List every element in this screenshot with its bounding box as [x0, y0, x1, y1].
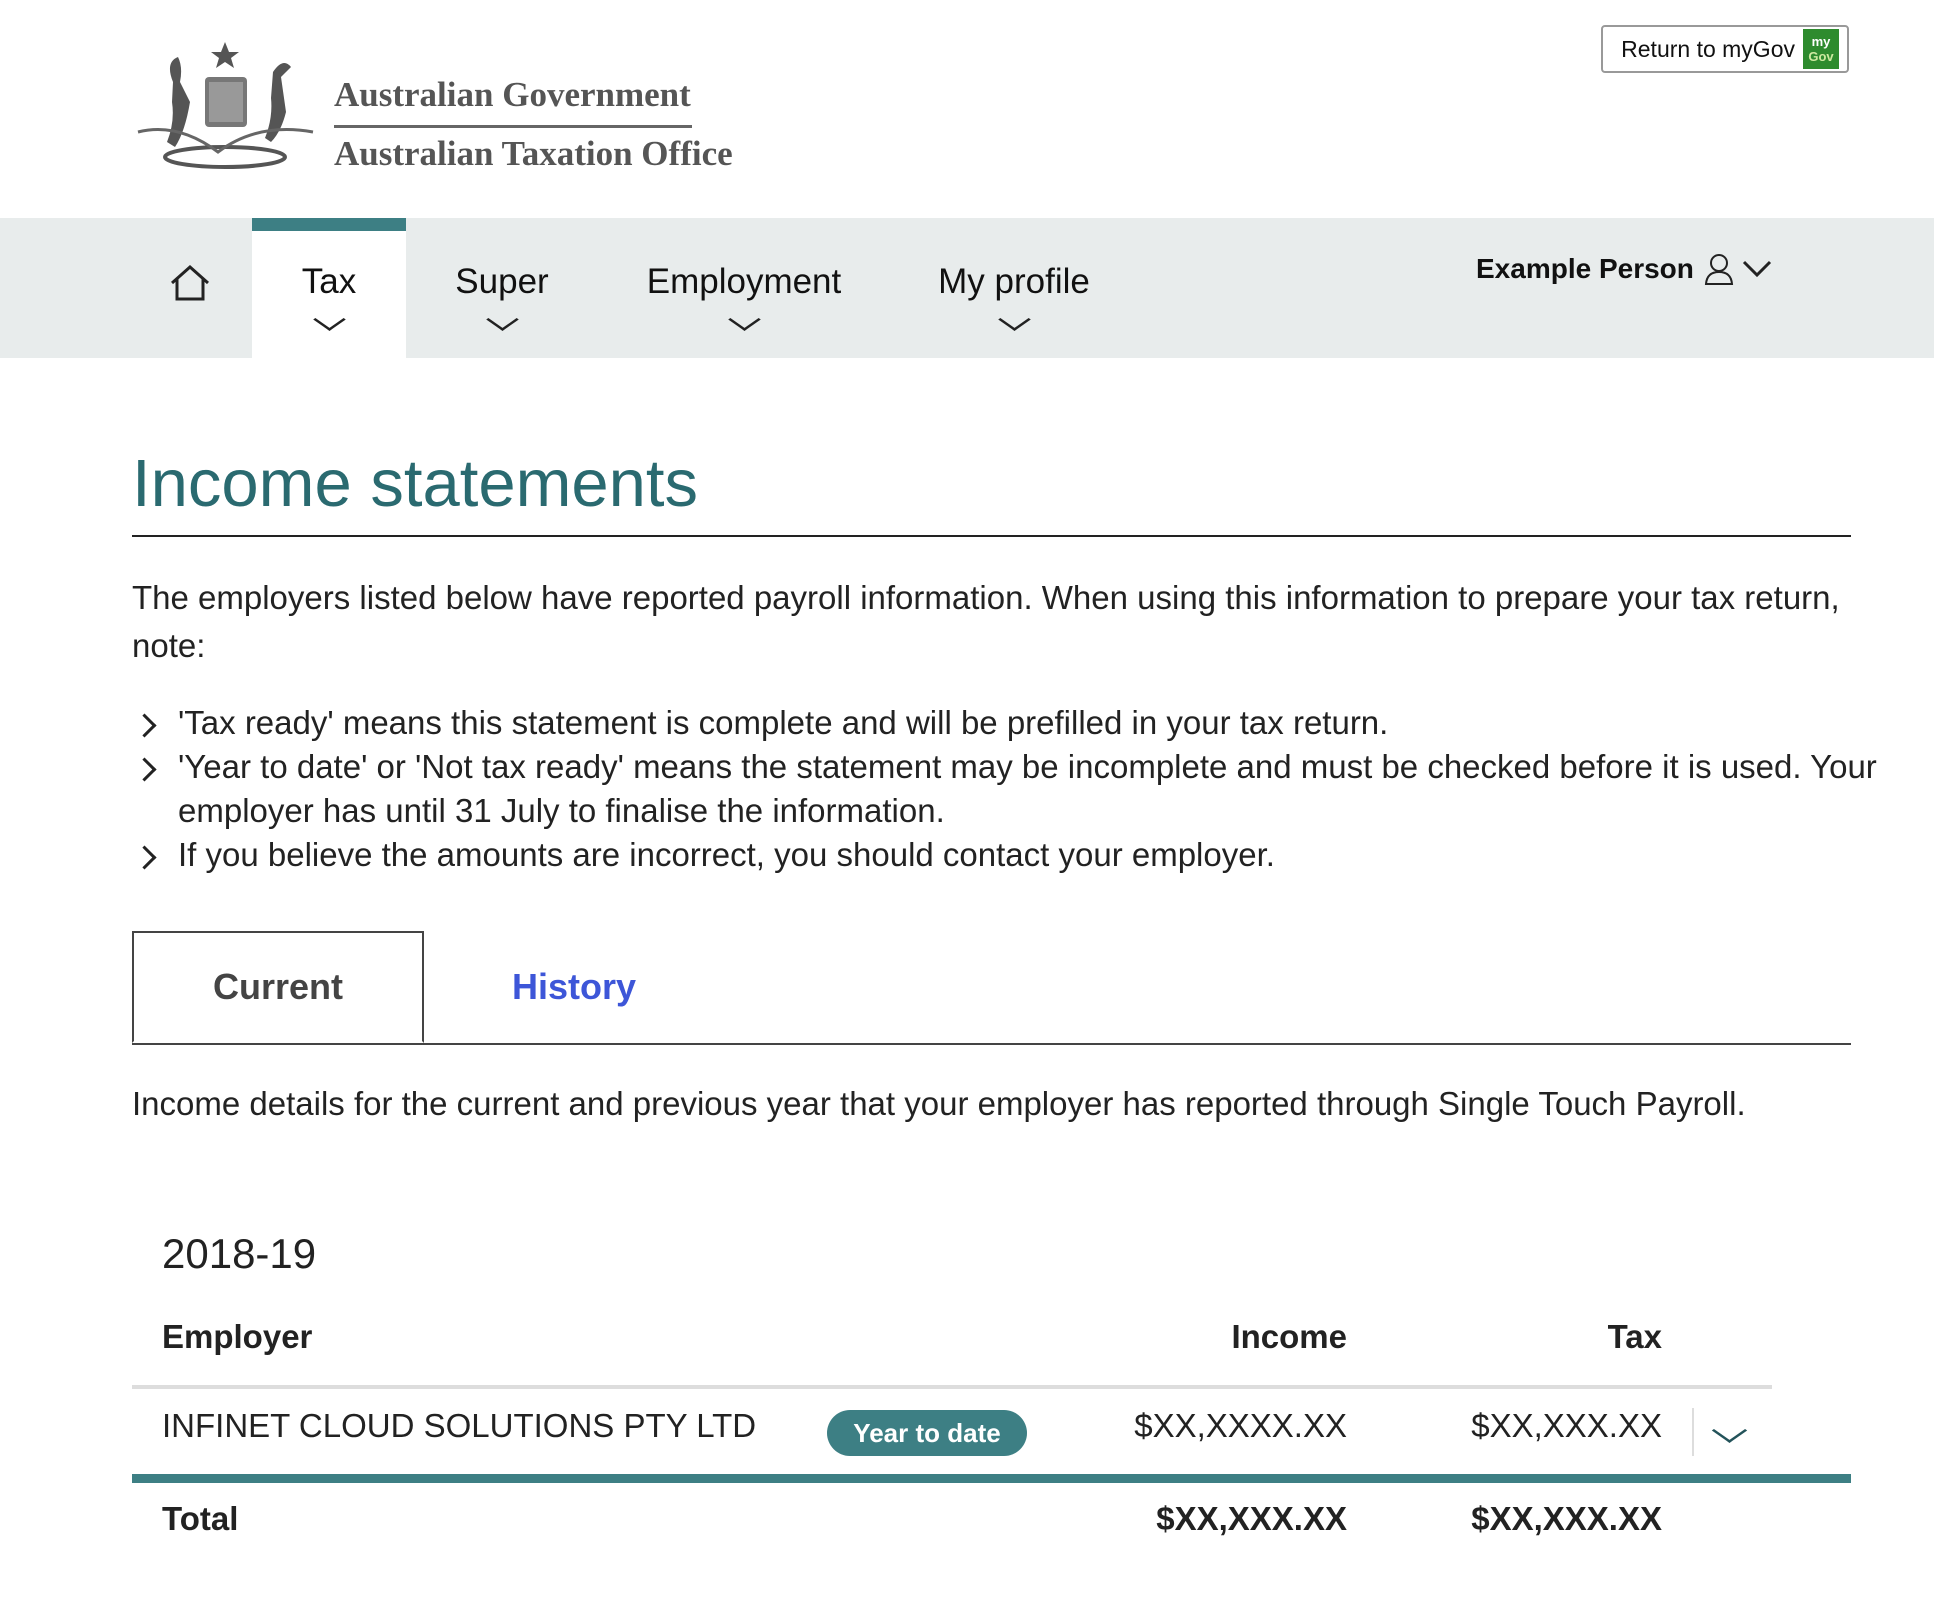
- user-menu[interactable]: [1476, 252, 1772, 286]
- home-icon: [169, 264, 211, 302]
- row-tax: $XX,XXX.XX: [1471, 1407, 1662, 1444]
- intro-text: The employers listed below have reported payroll information. When using this information to prepare your tax return, note:: [132, 579, 1840, 664]
- nav-my-profile[interactable]: [934, 218, 1094, 358]
- row-employer: INFINET CLOUD SOLUTIONS PTY LTD: [162, 1407, 757, 1444]
- tab-description: Income details for the current and previous year that your employer has reported through Single Touch Payroll.: [132, 1085, 1746, 1122]
- note-item: [136, 701, 1878, 745]
- logo-divider: [334, 125, 692, 128]
- note-text: If you believe the amounts are incorrect, you should contact your employer.: [178, 836, 1275, 873]
- total-tax: $XX,XXX.XX: [1471, 1500, 1662, 1537]
- note-text: 'Year to date' or 'Not tax ready' means the statement may be incomplete and must be checked before it is used. Your employer has until 31 July to finalise the information.: [178, 748, 1877, 829]
- main-nav: [0, 218, 1934, 358]
- chevron-right-icon: [132, 757, 156, 781]
- nav-tax-label: Tax: [301, 262, 357, 301]
- chevron-down-icon: [313, 308, 346, 331]
- nav-super-label: Super: [455, 262, 549, 301]
- column-header-income: Income: [1231, 1318, 1347, 1355]
- chevron-right-icon: [132, 713, 156, 737]
- status-badge: Year to date: [827, 1410, 1027, 1456]
- mygov-logo-my: my: [1811, 34, 1831, 49]
- tab-current[interactable]: Current: [132, 931, 424, 1043]
- chevron-right-icon: [132, 845, 156, 869]
- note-text: 'Tax ready' means this statement is complete and will be prefilled in your tax return.: [178, 704, 1389, 741]
- mygov-logo-gov: Gov: [1808, 49, 1834, 64]
- statement-tabs: [132, 931, 1851, 1045]
- nav-my-profile-label: My profile: [938, 262, 1090, 301]
- row-divider: [1692, 1408, 1694, 1456]
- total-label: Total: [162, 1500, 239, 1537]
- nav-tax[interactable]: [252, 218, 406, 358]
- chevron-down-icon: [1711, 1418, 1746, 1443]
- financial-year-heading: 2018-19: [162, 1230, 317, 1277]
- nav-home[interactable]: [160, 218, 220, 358]
- expand-row-button[interactable]: [1714, 1418, 1744, 1448]
- total-divider: [132, 1474, 1851, 1483]
- nav-super[interactable]: [446, 218, 558, 358]
- nav-employment[interactable]: [644, 218, 844, 358]
- row-income: $XX,XXXX.XX: [1134, 1407, 1347, 1444]
- chevron-down-icon: [1742, 259, 1772, 279]
- mygov-logo-icon: [1803, 29, 1839, 69]
- total-income: $XX,XXX.XX: [1156, 1500, 1347, 1537]
- user-name: Example Person: [1476, 253, 1694, 284]
- title-divider: [132, 535, 1851, 537]
- note-item: [136, 833, 1878, 877]
- column-header-employer: Employer: [162, 1318, 313, 1355]
- chevron-down-icon: [998, 308, 1031, 331]
- return-to-mygov-label: Return to myGov: [1621, 35, 1795, 62]
- coat-of-arms-logo: [133, 42, 318, 187]
- header-divider: [132, 1385, 1772, 1389]
- org-name-government: Australian Government: [334, 75, 691, 114]
- chevron-down-icon: [728, 308, 761, 331]
- page-title: Income statements: [132, 446, 699, 521]
- chevron-down-icon: [486, 308, 519, 331]
- return-to-mygov-button[interactable]: [1601, 25, 1849, 73]
- column-header-tax: Tax: [1607, 1318, 1662, 1355]
- nav-employment-label: Employment: [646, 262, 842, 301]
- org-name-ato: Australian Taxation Office: [334, 134, 733, 173]
- tab-history[interactable]: History: [512, 966, 637, 1007]
- note-item: [136, 745, 1878, 833]
- user-icon: [1704, 252, 1734, 286]
